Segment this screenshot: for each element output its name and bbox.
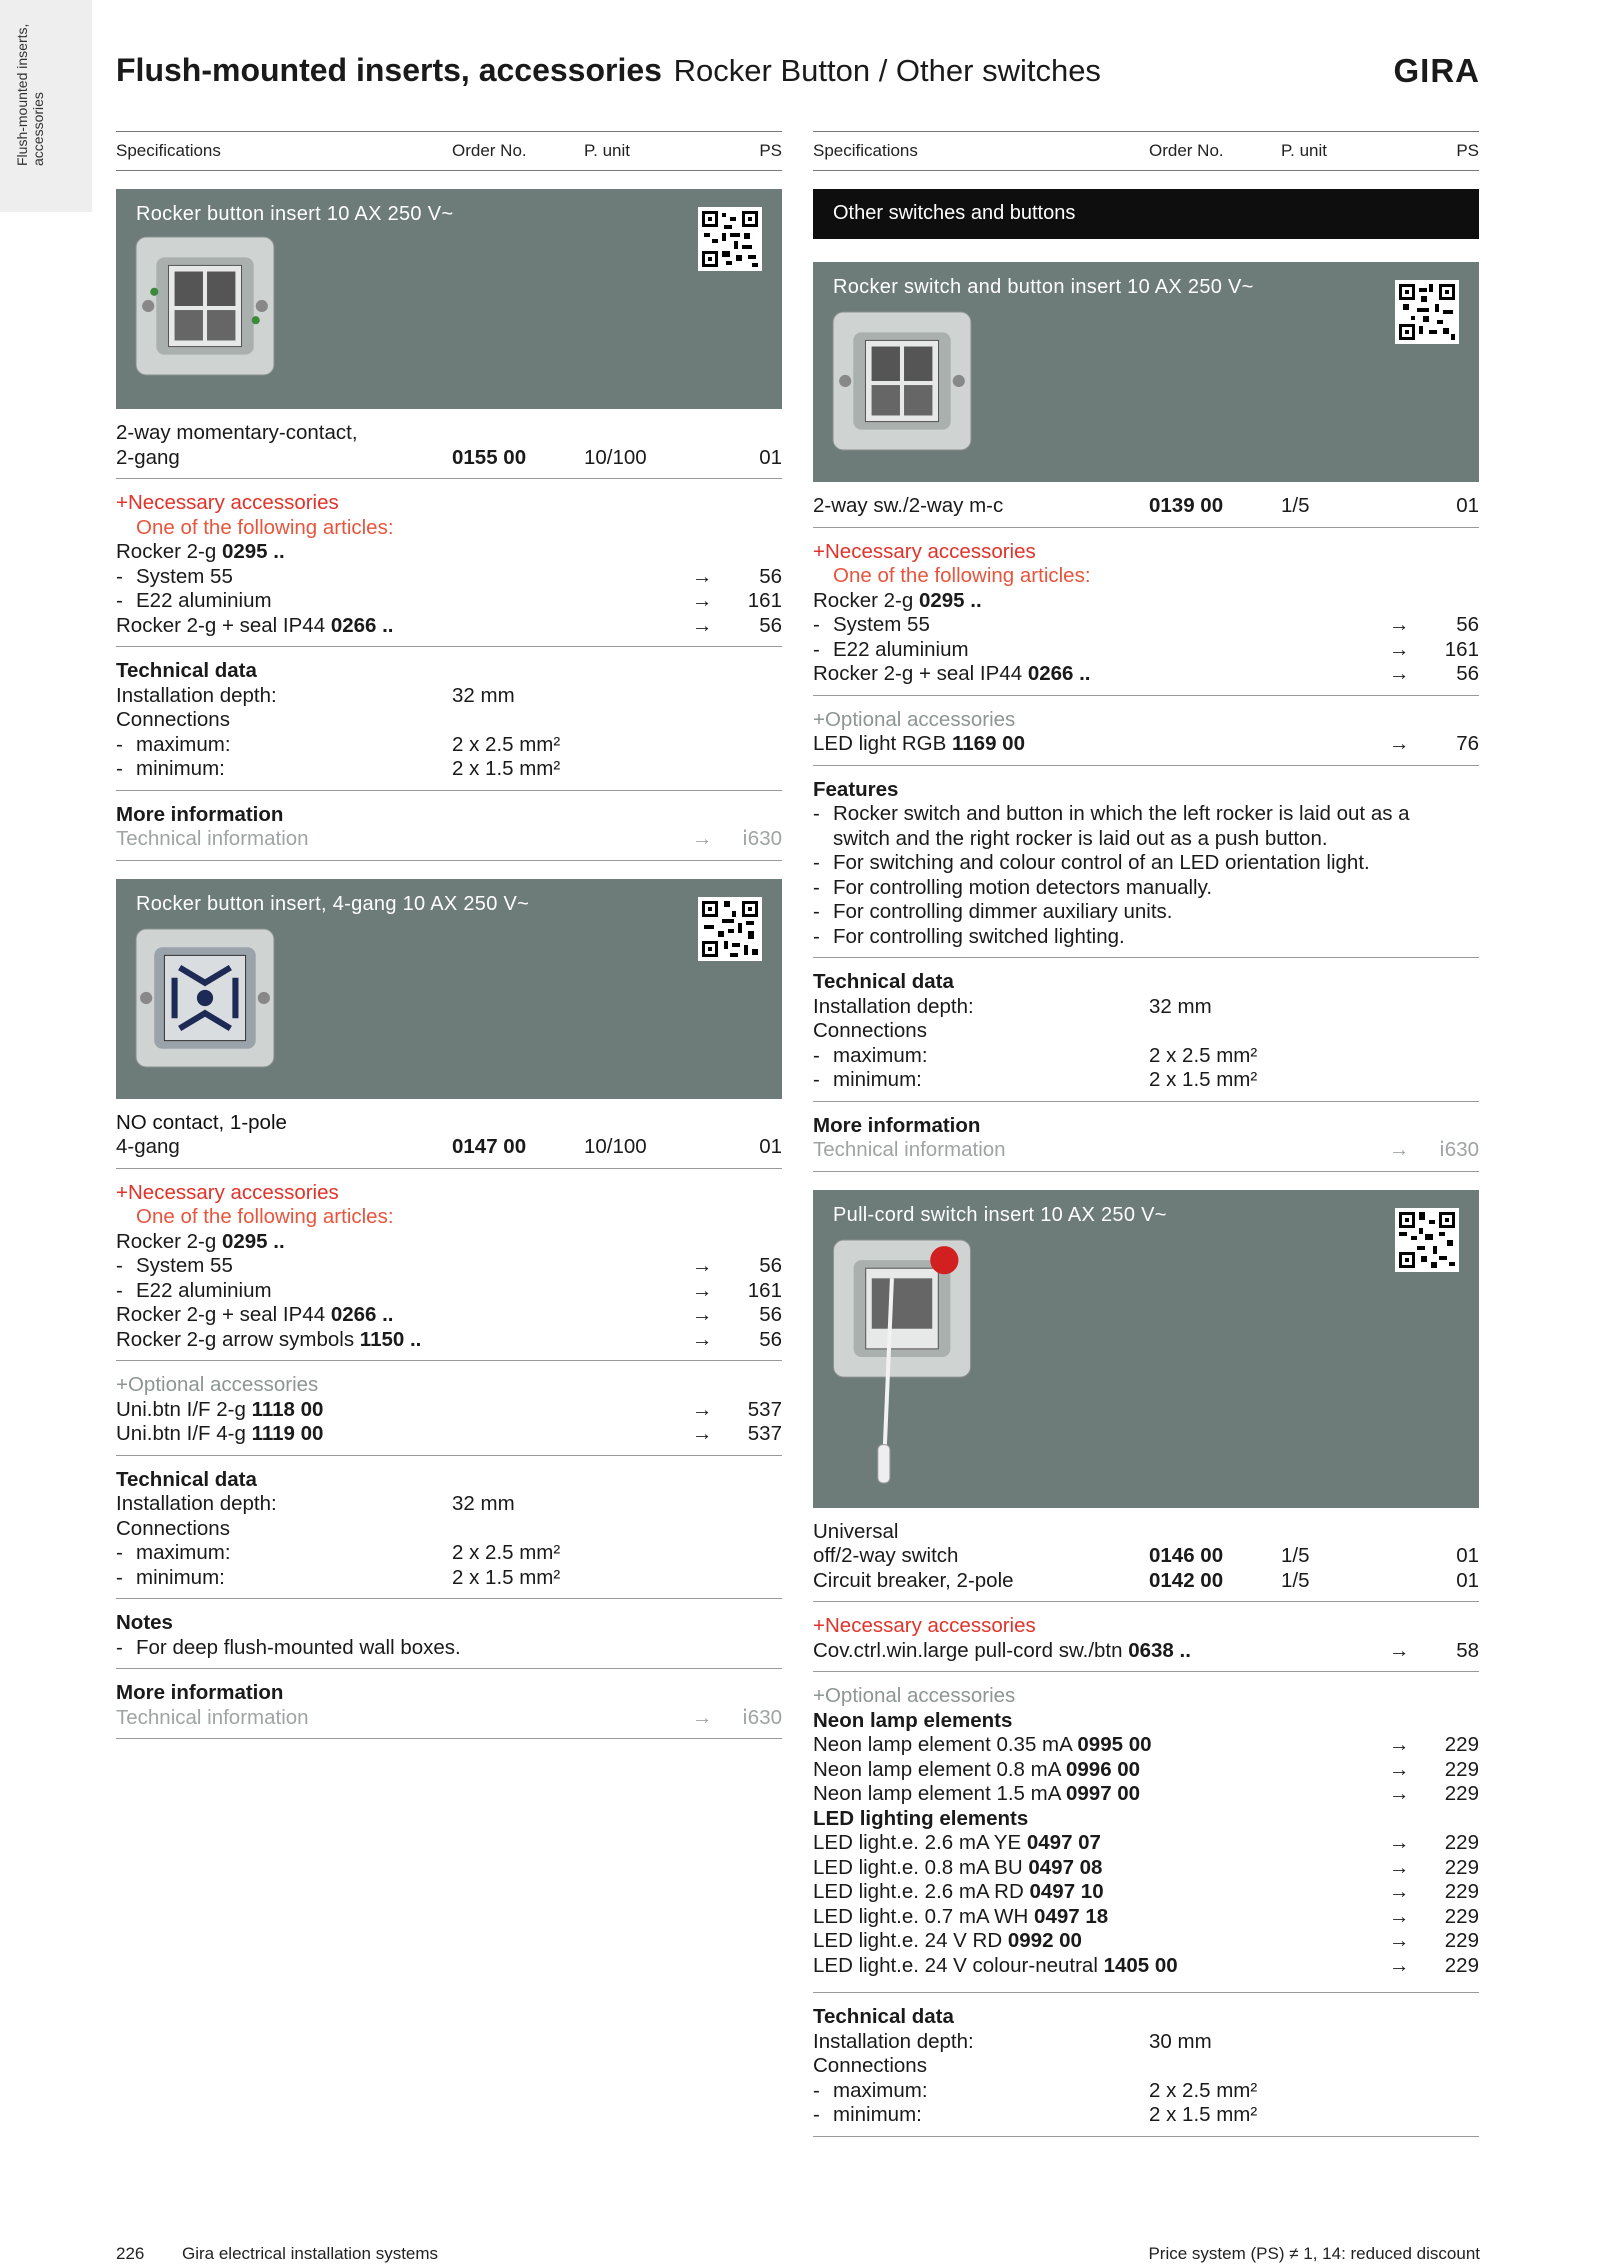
col-head-order: Order No. <box>452 141 527 160</box>
col-head-unit: P. unit <box>1281 141 1328 160</box>
page-ref[interactable]: 229 <box>1444 1953 1479 1977</box>
necessary-heading: Necessary accessories <box>127 1180 339 1204</box>
arrow-icon: → <box>1389 1904 1410 1928</box>
tech-label: - maximum: <box>116 1541 231 1564</box>
product-image <box>134 927 276 1069</box>
section-header <box>813 189 1479 239</box>
tech-label: Installation depth: <box>116 1492 277 1515</box>
necessary-accessories-block <box>116 1169 782 1362</box>
spec-text: Circuit breaker, 2-pole <box>813 1568 1014 1592</box>
plus-icon: + <box>813 707 825 731</box>
accessory-label: - E22 aluminium <box>116 589 272 612</box>
product-title: Pull-cord switch insert 10 AX 250 V~ <box>833 1203 1167 1226</box>
technical-data-heading: Technical data <box>116 659 257 682</box>
accessory-code[interactable]: 0497 18 <box>1034 1904 1109 1928</box>
order-number[interactable]: 0146 00 <box>1149 1544 1224 1567</box>
page-ref[interactable]: 229 <box>1444 1929 1479 1952</box>
col-head-ps: PS <box>1456 141 1479 160</box>
qr-code-icon[interactable] <box>698 897 762 961</box>
packing-unit: 1/5 <box>1281 1568 1310 1592</box>
page-title: Flush-mounted inserts, accessories <box>116 52 662 88</box>
accessory-code[interactable]: 0266 .. <box>330 613 394 637</box>
arrow-icon: → <box>692 564 713 588</box>
tech-value: 32 mm <box>452 1492 515 1515</box>
product-image <box>831 310 973 452</box>
accessory-code[interactable]: 0266 .. <box>330 1303 394 1326</box>
arrow-icon: → <box>1389 1757 1410 1781</box>
page-ref[interactable]: 161 <box>747 1278 782 1302</box>
page-ref[interactable]: 229 <box>1444 1782 1479 1805</box>
arrow-icon: → <box>1389 1831 1410 1854</box>
product-image <box>831 1238 973 1490</box>
accessory-label: Rocker 2-g <box>116 1229 217 1253</box>
product-title: Rocker switch and button insert 10 AX 250 V~ <box>833 276 1254 298</box>
page-ref[interactable]: 161 <box>747 589 782 612</box>
page-ref[interactable]: 229 <box>1444 1733 1479 1756</box>
accessory-label: Rocker 2-g + seal IP44 <box>116 613 326 637</box>
arrow-icon: → <box>1389 613 1410 636</box>
price-note: Price system (PS) ≠ 1, 14: reduced discount <box>1148 2244 1480 2263</box>
product-panel-rocker-button-4gang <box>116 879 782 1099</box>
necessary-heading: Necessary accessories <box>824 1614 1036 1637</box>
page-number: 226 <box>116 2244 145 2263</box>
packing-unit: 1/5 <box>1281 1544 1310 1567</box>
info-page-ref[interactable]: ⅰ630 <box>742 1705 782 1729</box>
accessory-code[interactable]: 0996 00 <box>1065 1757 1141 1781</box>
accessory-code[interactable]: 0497 08 <box>1028 1855 1103 1879</box>
accessory-code[interactable]: 1118 00 <box>251 1397 324 1421</box>
tech-label: - maximum: <box>116 733 231 756</box>
page-ref[interactable]: 229 <box>1444 1904 1479 1928</box>
accessory-label: Rocker 2-g + seal IP44 <box>116 1303 326 1326</box>
technical-data-block <box>116 1456 782 1600</box>
accessory-label: Cov.ctrl.win.large pull-cord sw./btn <box>813 1638 1123 1662</box>
arrow-icon: → <box>692 1705 713 1729</box>
accessory-label: LED light.e. 24 V colour-neutral <box>813 1953 1098 1977</box>
led-heading: LED lighting elements <box>813 1806 1029 1830</box>
accessory-code[interactable]: 1405 00 <box>1103 1953 1178 1977</box>
plus-icon: + <box>813 539 825 563</box>
page-ref[interactable]: 56 <box>759 564 782 588</box>
accessory-label: LED light RGB <box>813 732 947 755</box>
accessory-code[interactable]: 0638 .. <box>1128 1638 1191 1662</box>
tech-label: - maximum: <box>813 1044 928 1067</box>
technical-information-link[interactable]: Technical information <box>116 827 309 850</box>
accessory-code[interactable]: 0295 .. <box>918 588 982 612</box>
spec-text: 2-way momentary-contact, <box>116 421 358 444</box>
spec-text: 2-way sw./2-way m-c <box>813 494 1004 517</box>
necessary-accessories-block <box>813 1602 1479 1672</box>
optional-heading: Optional accessories <box>824 1684 1016 1707</box>
accessory-label: Neon lamp element 0.8 mA <box>813 1757 1061 1781</box>
tech-value: 2 x 2.5 mm² <box>452 1541 561 1564</box>
accessory-code[interactable]: 0295 .. <box>221 540 285 563</box>
product-title: Rocker button insert, 4-gang 10 AX 250 V~ <box>136 892 530 915</box>
product-spec-block <box>813 1508 1479 1603</box>
accessory-label: - E22 aluminium <box>813 638 969 661</box>
product-spec-block <box>116 1099 782 1169</box>
page-ref[interactable]: 56 <box>759 1303 782 1326</box>
packing-unit: 1/5 <box>1281 494 1310 517</box>
accessory-label: Uni.btn I/F 4-g <box>116 1422 246 1445</box>
brand-logo: GIRA <box>1393 52 1480 89</box>
arrow-icon: → <box>1389 662 1410 685</box>
accessory-label: LED light.e. 2.6 mA YE <box>813 1831 1022 1854</box>
technical-data-heading: Technical data <box>813 2005 954 2028</box>
tech-label: Connections <box>116 708 230 731</box>
accessory-code[interactable]: 0497 07 <box>1026 1831 1101 1854</box>
tech-value: 2 x 2.5 mm² <box>1149 1043 1258 1067</box>
product-image <box>134 235 276 377</box>
info-page-ref[interactable]: ⅰ630 <box>742 827 782 850</box>
tech-label: - minimum: <box>116 1566 225 1589</box>
order-number[interactable]: 0155 00 <box>452 445 527 469</box>
tech-value: 32 mm <box>452 683 515 707</box>
arrow-icon: → <box>692 1303 713 1326</box>
tech-label: Connections <box>116 1516 230 1540</box>
accessory-label: LED light.e. 2.6 mA RD <box>813 1880 1024 1903</box>
more-info-heading: More information <box>813 1113 981 1137</box>
tech-value: 2 x 1.5 mm² <box>452 1565 561 1589</box>
product-panel-rocker-button <box>116 189 782 409</box>
column-header <box>116 131 782 171</box>
technical-data-heading: Technical data <box>116 1467 257 1491</box>
note-text: - For deep flush-mounted wall boxes. <box>116 1636 461 1659</box>
arrow-icon: → <box>1389 1880 1410 1903</box>
left-column <box>116 131 782 1739</box>
page-ref[interactable]: 161 <box>1444 637 1479 661</box>
right-column <box>813 131 1479 2137</box>
plus-icon: + <box>116 491 128 514</box>
tech-label: Connections <box>813 2054 927 2077</box>
arrow-icon: → <box>1389 637 1410 661</box>
accessory-label: LED light.e. 0.8 mA BU <box>813 1855 1023 1879</box>
arrow-icon: → <box>692 613 713 637</box>
plus-icon: + <box>116 1180 128 1204</box>
notes-heading: Notes <box>116 1611 173 1634</box>
accessory-label: - System 55 <box>116 565 233 588</box>
tech-label: - minimum: <box>116 757 225 780</box>
tech-value: 30 mm <box>1149 2029 1212 2053</box>
page-ref[interactable]: 56 <box>1456 613 1479 636</box>
technical-data-heading: Technical data <box>813 970 954 993</box>
spec-text: Universal <box>813 1519 899 1543</box>
info-page-ref[interactable]: ⅰ630 <box>1439 1138 1479 1161</box>
technical-data-block <box>116 647 782 791</box>
accessory-label: Rocker 2-g + seal IP44 <box>813 662 1023 685</box>
feature-item: - Rocker switch and button in which the left rocker is laid out as a switch and the right rocker is laid out as a push button. <box>813 802 1479 851</box>
necessary-accessories-block <box>116 479 782 647</box>
technical-data-block <box>813 958 1479 1102</box>
more-information-block <box>116 1669 782 1739</box>
accessory-code[interactable]: 1150 .. <box>359 1327 422 1351</box>
technical-data-block <box>813 1993 1479 2137</box>
tech-label: Installation depth: <box>813 994 974 1018</box>
accessory-label: LED light.e. 24 V RD <box>813 1929 1003 1952</box>
spec-text: 4-gang <box>116 1135 180 1158</box>
page-ref[interactable]: 58 <box>1456 1638 1479 1662</box>
page-ref[interactable]: 229 <box>1444 1880 1479 1903</box>
arrow-icon: → <box>692 1422 713 1445</box>
spec-text: NO contact, 1-pole <box>116 1110 287 1134</box>
price-system: 01 <box>759 445 782 469</box>
arrow-icon: → <box>1389 1953 1410 1977</box>
col-head-spec: Specifications <box>813 141 918 160</box>
more-info-heading: More information <box>116 1681 284 1704</box>
accessory-label: - System 55 <box>813 613 930 636</box>
accessory-code[interactable]: 0992 00 <box>1007 1929 1082 1952</box>
tech-value: 2 x 1.5 mm² <box>1149 2103 1258 2126</box>
product-panel-pull-cord-switch <box>813 1190 1479 1508</box>
page-ref[interactable]: 537 <box>747 1397 782 1421</box>
side-tab[interactable] <box>0 0 92 212</box>
accessory-code[interactable]: 0266 .. <box>1027 662 1091 685</box>
plus-icon: + <box>116 1373 128 1396</box>
qr-code-icon[interactable] <box>1395 280 1459 344</box>
technical-information-link[interactable]: Technical information <box>116 1705 309 1729</box>
tech-value: 2 x 2.5 mm² <box>452 732 561 756</box>
arrow-icon: → <box>692 1278 713 1302</box>
qr-code-icon[interactable] <box>698 207 762 271</box>
product-panel-rocker-switch-button <box>813 262 1479 482</box>
price-system: 01 <box>1456 494 1479 517</box>
page-header <box>116 52 1480 92</box>
tech-label: Installation depth: <box>116 683 277 707</box>
arrow-icon: → <box>1389 1782 1410 1805</box>
col-head-unit: P. unit <box>584 141 631 160</box>
order-number[interactable]: 0142 00 <box>1149 1568 1224 1592</box>
column-header <box>813 131 1479 171</box>
book-title: Gira electrical installation systems <box>182 2244 439 2263</box>
product-title: Rocker button insert 10 AX 250 V~ <box>136 203 454 225</box>
technical-information-link[interactable]: Technical information <box>813 1138 1006 1161</box>
accessory-label: Neon lamp element 0.35 mA <box>813 1733 1072 1756</box>
col-head-ps: PS <box>759 141 782 160</box>
qr-code-icon[interactable] <box>1395 1208 1459 1272</box>
page-ref[interactable]: 56 <box>759 1254 782 1277</box>
page-ref[interactable]: 229 <box>1444 1855 1479 1879</box>
accessory-label: Rocker 2-g <box>116 540 217 563</box>
accessory-code[interactable]: 0997 00 <box>1065 1782 1141 1805</box>
accessory-code[interactable]: 1119 00 <box>251 1422 324 1445</box>
spec-text: 2-gang <box>116 445 180 469</box>
page-ref[interactable]: 537 <box>747 1422 782 1445</box>
notes-block <box>116 1599 782 1669</box>
plus-icon: + <box>813 1614 825 1637</box>
page-ref[interactable]: 229 <box>1444 1757 1479 1781</box>
optional-accessories-block <box>813 1672 1479 1993</box>
col-head-spec: Specifications <box>116 141 221 160</box>
tech-value: 2 x 2.5 mm² <box>1149 2078 1258 2102</box>
price-system: 01 <box>759 1135 782 1158</box>
accessory-label: - System 55 <box>116 1254 233 1277</box>
plus-icon: + <box>813 1684 825 1707</box>
arrow-icon: → <box>692 1327 713 1351</box>
price-system: 01 <box>1456 1544 1479 1567</box>
more-information-block <box>116 791 782 861</box>
tech-value: 32 mm <box>1149 994 1212 1018</box>
feature-item: - For controlling switched lighting. <box>813 925 1479 950</box>
necessary-heading: Necessary accessories <box>824 539 1036 563</box>
page-ref[interactable]: 56 <box>759 613 782 637</box>
more-information-block <box>813 1102 1479 1172</box>
one-of-note: One of the following articles: <box>833 564 1091 587</box>
tech-label: - maximum: <box>813 2079 928 2102</box>
necessary-heading: Necessary accessories <box>127 491 339 514</box>
accessory-code[interactable]: 0295 .. <box>221 1229 285 1253</box>
accessory-label: - E22 aluminium <box>116 1279 272 1302</box>
side-tab-label: Flush-mounted inserts, accessories <box>14 23 46 166</box>
accessory-label: Uni.btn I/F 2-g <box>116 1397 246 1421</box>
optional-accessories-block <box>813 696 1479 766</box>
col-head-order: Order No. <box>1149 141 1224 160</box>
accessory-label: Neon lamp element 1.5 mA <box>813 1782 1061 1805</box>
page-ref[interactable]: 56 <box>759 1327 782 1351</box>
arrow-icon: → <box>692 589 713 612</box>
optional-accessories-block <box>116 1361 782 1456</box>
page-subtitle: Rocker Button / Other switches <box>673 53 1101 88</box>
one-of-note: One of the following articles: <box>136 1205 394 1228</box>
accessory-code[interactable]: 0497 10 <box>1029 1880 1104 1903</box>
optional-heading: Optional accessories <box>824 707 1016 731</box>
arrow-icon: → <box>1389 1638 1410 1662</box>
one-of-note: One of the following articles: <box>136 515 394 539</box>
arrow-icon: → <box>1389 1855 1410 1879</box>
page-ref[interactable]: 76 <box>1456 732 1479 755</box>
optional-heading: Optional accessories <box>127 1373 319 1396</box>
feature-item: - For controlling dimmer auxiliary units. <box>813 900 1479 925</box>
product-spec-block <box>813 482 1479 528</box>
features-heading: Features <box>813 777 899 801</box>
accessory-label: LED light.e. 0.7 mA WH <box>813 1904 1029 1928</box>
arrow-icon: → <box>692 827 713 850</box>
arrow-icon: → <box>1389 1138 1410 1161</box>
page-ref[interactable]: 229 <box>1444 1831 1479 1854</box>
arrow-icon: → <box>692 1397 713 1421</box>
accessory-code[interactable]: 0995 00 <box>1077 1733 1152 1756</box>
tech-label: - minimum: <box>813 2103 922 2126</box>
arrow-icon: → <box>1389 1733 1410 1756</box>
feature-item: - For switching and colour control of an LED orientation light. <box>813 851 1479 876</box>
arrow-icon: → <box>1389 1929 1410 1952</box>
packing-unit: 10/100 <box>584 445 647 469</box>
neon-heading: Neon lamp elements <box>813 1708 1013 1732</box>
feature-item: - For controlling motion detectors manually. <box>813 876 1479 901</box>
tech-label: - minimum: <box>813 1068 922 1091</box>
features-block <box>813 766 1479 959</box>
product-spec-block <box>116 409 782 479</box>
necessary-accessories-block <box>813 528 1479 696</box>
accessory-label: Rocker 2-g <box>813 588 914 612</box>
spec-text: off/2-way switch <box>813 1544 959 1567</box>
more-info-heading: More information <box>116 802 284 826</box>
order-number[interactable]: 0139 00 <box>1149 494 1224 517</box>
arrow-icon: → <box>692 1254 713 1277</box>
tech-label: Installation depth: <box>813 2029 974 2053</box>
price-system: 01 <box>1456 1568 1479 1592</box>
section-title: Other switches and buttons <box>833 202 1076 224</box>
tech-label: Connections <box>813 1019 927 1042</box>
order-number[interactable]: 0147 00 <box>452 1135 527 1158</box>
page-ref[interactable]: 56 <box>1456 662 1479 685</box>
arrow-icon: → <box>1389 732 1410 755</box>
accessory-code[interactable]: 1169 00 <box>952 732 1025 755</box>
packing-unit: 10/100 <box>584 1135 647 1158</box>
tech-value: 2 x 1.5 mm² <box>1149 1068 1258 1091</box>
tech-value: 2 x 1.5 mm² <box>452 757 561 780</box>
accessory-label: Rocker 2-g arrow symbols <box>116 1327 355 1351</box>
